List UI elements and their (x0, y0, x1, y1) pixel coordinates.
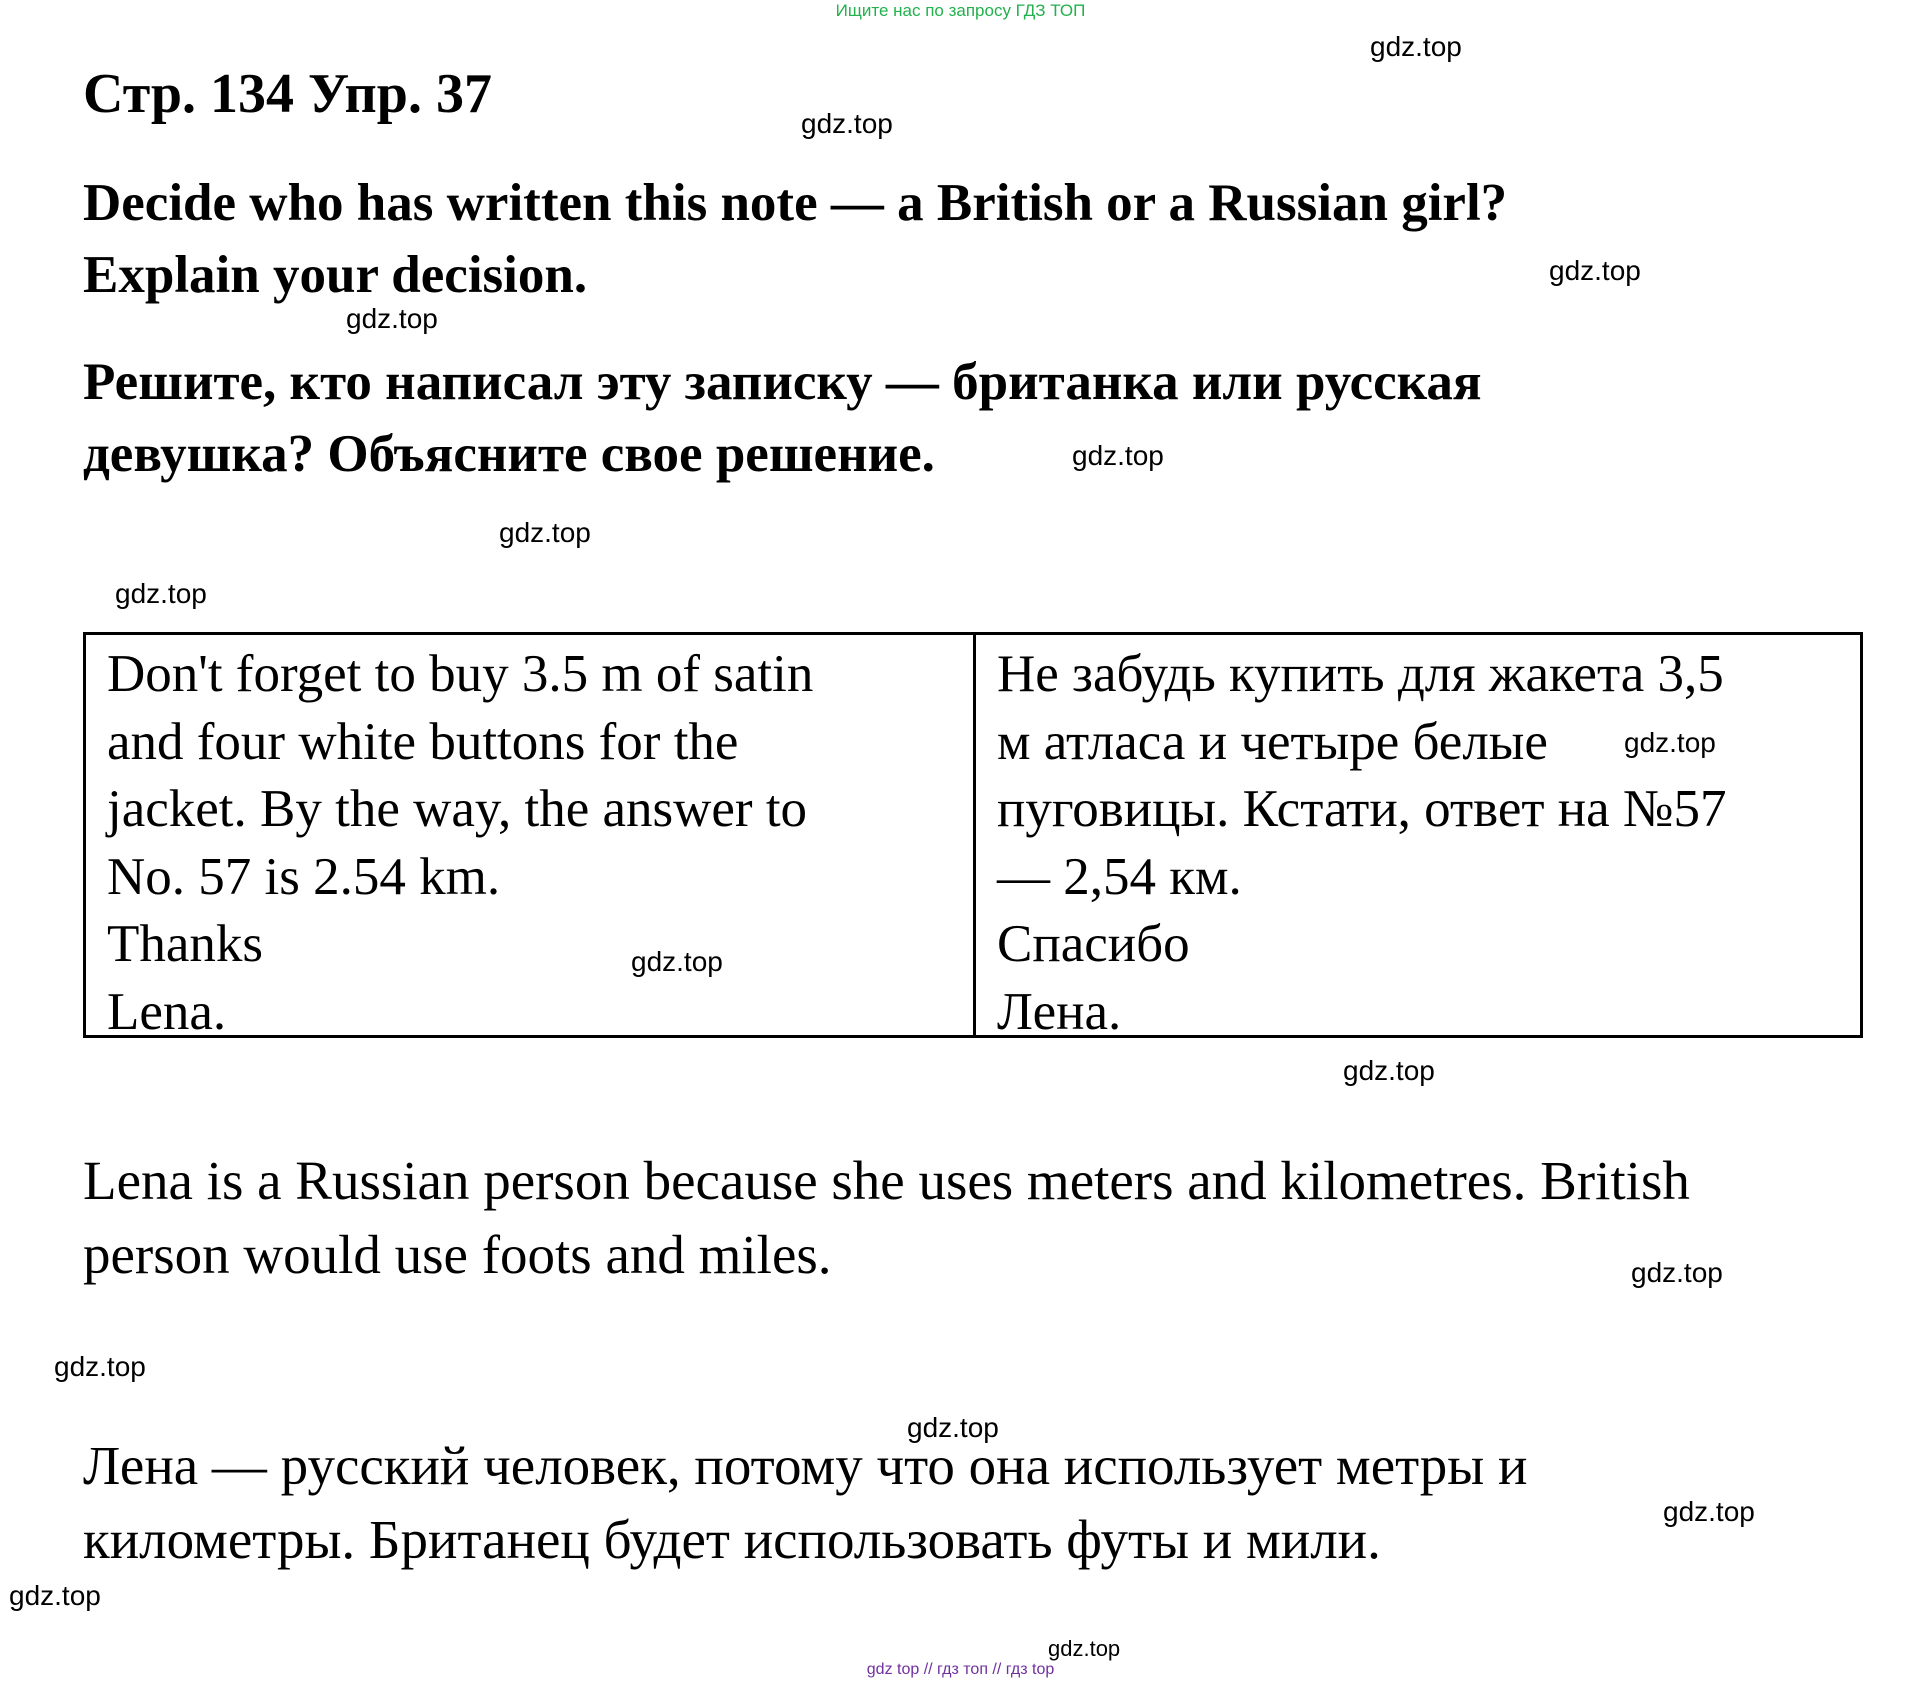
note-english-line: Thanks (107, 915, 264, 973)
note-russian-line: Не забудь купить для жакета 3,5 (997, 645, 1724, 703)
watermark: gdz.top (1663, 1496, 1755, 1527)
watermark: gdz.top (1343, 1055, 1435, 1086)
watermark: gdz.top (1048, 1636, 1121, 1661)
note-table (83, 632, 1863, 1041)
note-english-line: Lena. (107, 982, 227, 1041)
answer-en-line-2: person would use foots and miles. (83, 1224, 832, 1285)
watermark: gdz.top (499, 517, 591, 548)
note-english-line: No. 57 is 2.54 km. (107, 847, 501, 906)
watermark: gdz.top (346, 303, 438, 334)
note-english-line: and four white buttons for the (107, 712, 739, 771)
note-english-cell (86, 635, 976, 1041)
watermark: gdz.top (54, 1351, 146, 1382)
task-en-line-1: Decide who has written this note — a British or a Russian girl? (83, 174, 1508, 232)
watermark: gdz.top (907, 1412, 999, 1443)
top-banner: Ищите нас по запросу ГДЗ ТОП (835, 1, 1086, 20)
note-english-line: Don't forget to buy 3.5 m of satin (107, 645, 814, 703)
task-ru-line-1: Решите, кто написал эту записку — британка или русская (83, 353, 1482, 411)
task-ru-line-2: девушка? Объясните свое решение. (83, 425, 935, 483)
footer-links: gdz top // гдз топ // гдз top (866, 1661, 1055, 1678)
watermark: gdz.top (1072, 440, 1164, 471)
task-en-line-2: Explain your decision. (83, 246, 588, 304)
watermark: gdz.top (631, 946, 723, 977)
watermark: gdz.top (115, 578, 207, 609)
note-russian-line: Лена. (997, 982, 1122, 1041)
watermark: gdz.top (1549, 255, 1641, 286)
watermark: gdz.top (1370, 31, 1462, 62)
note-russian-cell (976, 635, 1860, 1041)
page-title: Стр. 134 Упр. 37 (83, 63, 492, 125)
watermark: gdz.top (9, 1580, 101, 1611)
watermark: gdz.top (1631, 1257, 1723, 1288)
watermark: gdz.top (1624, 727, 1716, 758)
note-russian-line: — 2,54 км. (997, 847, 1242, 906)
note-russian-line: пуговицы. Кстати, ответ на №57 (997, 780, 1727, 838)
answer-ru-line-1: Лена — русский человек, потому что она использует метры и (83, 1435, 1528, 1496)
watermark: gdz.top (801, 108, 893, 139)
note-russian-line: м атласа и четыре белые (997, 712, 1548, 771)
note-english-line: jacket. By the way, the answer to (107, 780, 808, 838)
note-russian-line: Спасибо (997, 915, 1190, 973)
answer-ru-line-2: километры. Британец будет использовать футы и мили. (83, 1509, 1381, 1570)
answer-en-line-1: Lena is a Russian person because she uses meters and kilometres. British (83, 1150, 1690, 1211)
